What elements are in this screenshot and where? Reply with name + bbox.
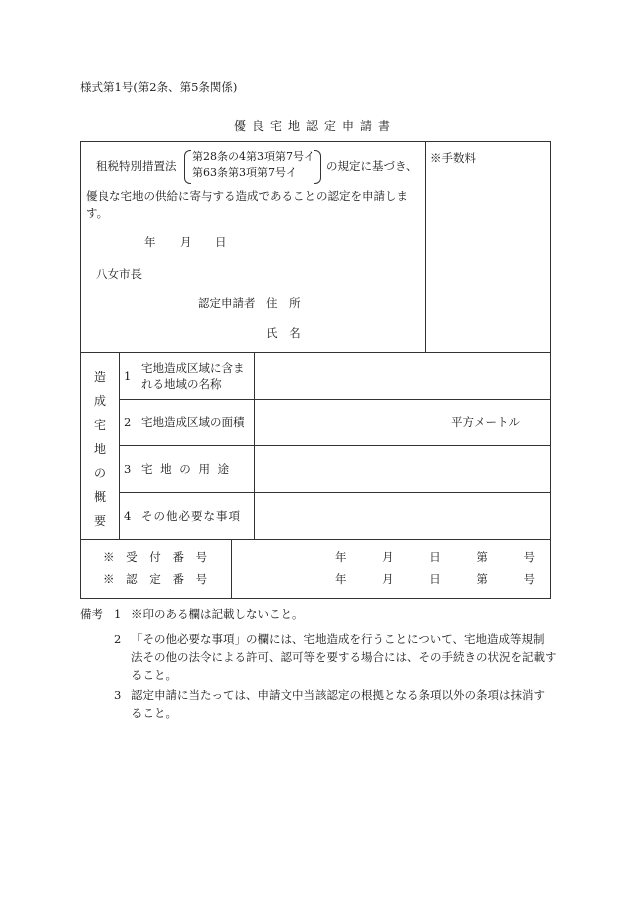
article-2: 第63条第3項第7号イ: [192, 166, 297, 179]
receipt-number-label: ※ 受 付 番 号: [103, 550, 212, 564]
year-label: 年: [335, 572, 347, 586]
number-label: 号: [523, 550, 535, 564]
overview-label-char: 地: [93, 442, 106, 456]
note-line: ること。: [131, 706, 177, 720]
row-number: 4: [124, 509, 132, 523]
number-label: 号: [523, 572, 535, 586]
note-line: ※印のある欄は記載しないこと。: [131, 607, 304, 621]
application-body-line-2: す。: [86, 206, 109, 220]
addressee: 八女市長: [96, 267, 142, 281]
overview-label-char: 造: [93, 370, 106, 384]
date-year: 年: [144, 235, 156, 249]
fee-label: ※手数料: [430, 151, 476, 165]
month-label: 月: [382, 572, 394, 586]
row-label: れる地域の名称: [141, 377, 222, 391]
note-number: 1: [114, 607, 122, 621]
row-label: 宅地造成区域に含ま: [141, 361, 245, 375]
applicant-label: 認定申請者: [198, 296, 256, 310]
receipt-date-row: [335, 549, 535, 565]
date-day: 日: [215, 235, 227, 249]
area-unit: 平方メートル: [451, 415, 520, 429]
month-label: 月: [382, 550, 394, 564]
row-label: 宅 地 の 用 途: [141, 462, 232, 476]
note-line: ること。: [131, 668, 177, 682]
name-label: 氏 名: [266, 326, 305, 340]
note-line: 認定申請に当たっては、申請文中当該認定の根拠となる条項以外の条項は抹消す: [131, 688, 545, 702]
overview-label-char: 概: [93, 490, 106, 504]
note-number: 2: [114, 632, 122, 646]
notes-heading: 備考: [80, 607, 103, 621]
ordinal-label: 第: [476, 550, 488, 564]
year-label: 年: [335, 550, 347, 564]
article-1: 第28条の4第3項第7号イ: [192, 150, 315, 163]
certification-number-label: ※ 認 定 番 号: [103, 572, 212, 586]
row-number: 1: [124, 369, 132, 383]
row-label: 宅地造成区域の面積: [141, 415, 245, 429]
document-title: 優良宅地認定申請書: [233, 119, 396, 133]
note-line: 「その他必要な事項」の欄には、宅地造成を行うことについて、宅地造成等規制: [131, 632, 545, 646]
overview-label-char: 宅: [93, 418, 106, 432]
ordinal-label: 第: [476, 572, 488, 586]
after-brace-text: の規定に基づき、: [326, 159, 418, 173]
application-body-line: 優良な宅地の供給に寄与する造成であることの認定を申請しま: [86, 189, 408, 203]
left-brace: [184, 150, 191, 184]
day-label: 日: [429, 572, 441, 586]
overview-label-char: 成: [93, 394, 106, 408]
note-number: 3: [114, 688, 122, 702]
note-line: 法その他の法令による許可、認可等を要する場合には、その手続きの状況を記載す: [131, 650, 557, 664]
certification-date-row: [335, 571, 535, 587]
overview-label-char: の: [93, 466, 106, 480]
row-label: その他必要な事項: [141, 509, 241, 523]
form-number: 様式第1号(第2条、第5条関係): [80, 80, 238, 94]
right-brace: [314, 150, 321, 184]
law-name: 租税特別措置法: [96, 159, 177, 173]
overview-label-char: 要: [93, 514, 106, 528]
row-number: 3: [124, 462, 132, 476]
row-number: 2: [124, 415, 132, 429]
date-month: 月: [180, 235, 192, 249]
address-label: 住 所: [266, 296, 305, 310]
day-label: 日: [429, 550, 441, 564]
